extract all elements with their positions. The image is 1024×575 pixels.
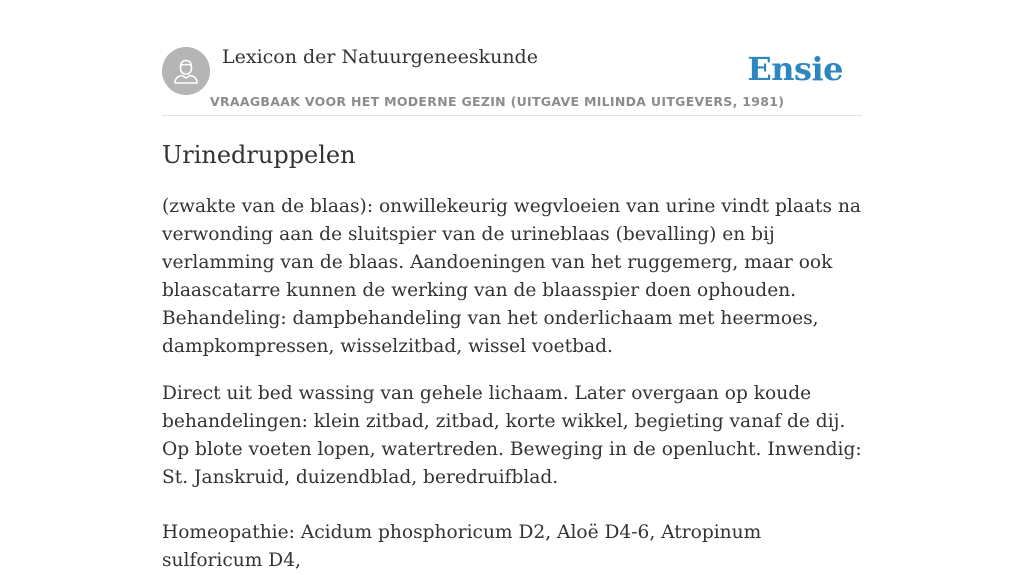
page [162, 0, 862, 575]
article-title: Urinedruppelen [162, 141, 356, 169]
user-avatar-icon[interactable] [162, 47, 210, 95]
source-caption: VRAAGBAAK VOOR HET MODERNE GEZIN (UITGAVE MILINDA UITGEVERS, 1981) [210, 94, 785, 109]
article-paragraph: (zwakte van de blaas): onwillekeurig wegvloeien van urine vindt plaats na verwonding aan de sluitspier van de urineblaas (bevalling) en bij verlamming van de blaas. Aandoeningen van het ruggemerg, maar ook blaascatarre kunnen de werking van de blaasspier doen ophouden. Behandeling: dampbehandeling van het onderlichaam met heermoes, dampkompressen, wisselzitbad, wissel voetbad. [162, 196, 862, 357]
book-title[interactable]: Lexicon der Natuurgeneeskunde [222, 46, 538, 68]
article-body [162, 193, 862, 575]
article-paragraph: Homeopathie: Acidum phosphoricum D2, Aloë D4-6, Atropinum sulforicum D4, [162, 522, 762, 571]
brand-logo[interactable]: Ensie [747, 50, 843, 88]
header [162, 0, 862, 116]
article-paragraph: Direct uit bed wassing van gehele lichaam. Later overgaan op koude behandelingen: klein zitbad, zitbad, korte wikkel, begieting vanaf de dij. Op blote voeten lopen, watertreden. Beweging in de openlucht. Inwendig: St. Janskruid, duizendblad, beredruifblad. [162, 383, 862, 488]
